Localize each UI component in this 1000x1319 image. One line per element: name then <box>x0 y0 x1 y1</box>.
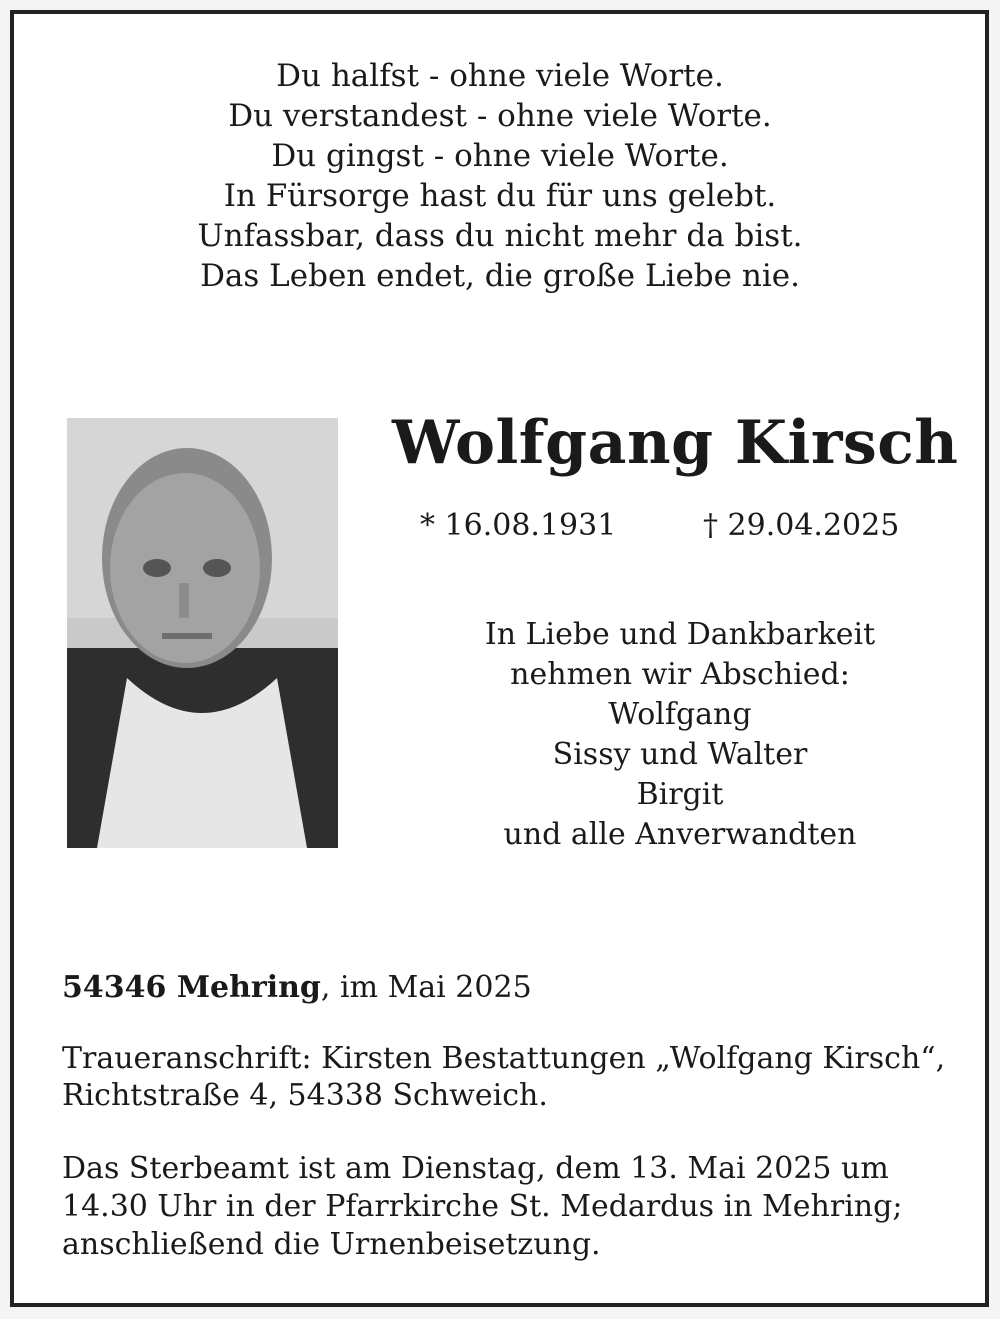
deceased-name: Wolfgang Kirsch <box>392 408 959 478</box>
poem-line: Das Leben endet, die große Liebe nie. <box>200 258 800 294</box>
poem-line: Du gingst - ohne viele Worte. <box>271 138 729 174</box>
service-line: Das Sterbeamt ist am Dienstag, dem 13. Mai 2025 um <box>62 1151 889 1186</box>
poem-line: Du verstandest - ohne viele Worte. <box>228 98 772 134</box>
service-line: 14.30 Uhr in der Pfarrkirche St. Medardus in Mehring; <box>62 1189 903 1224</box>
mourning-address <box>62 1040 962 1114</box>
poem-line: Du halfst - ohne viele Worte. <box>276 58 724 94</box>
family-line: Birgit <box>636 777 724 812</box>
birth-date: * 16.08.1931 <box>420 508 617 543</box>
family-block <box>430 615 930 855</box>
family-line: und alle Anverwandten <box>503 817 857 852</box>
family-line: Sissy und Walter <box>552 737 808 772</box>
poem-line: In Fürsorge hast du für uns gelebt. <box>223 178 777 214</box>
poem-line: Unfassbar, dass du nicht mehr da bist. <box>197 218 803 254</box>
family-line: nehmen wir Abschied: <box>510 657 850 692</box>
portrait-photo <box>67 418 338 848</box>
place-date <box>62 970 532 1005</box>
service-line: anschließend die Urnenbeisetzung. <box>62 1227 601 1262</box>
poem <box>0 56 1000 296</box>
family-line: Wolfgang <box>608 697 752 732</box>
service-info <box>62 1150 962 1264</box>
address-line: Richtstraße 4, 54338 Schweich. <box>62 1078 548 1113</box>
family-line: In Liebe und Dankbarkeit <box>484 617 876 652</box>
place-town: 54346 Mehring <box>62 970 321 1005</box>
place-month: , im Mai 2025 <box>320 970 532 1005</box>
address-line: Traueranschrift: Kirsten Bestattungen „Wolfgang Kirsch“, <box>62 1041 946 1076</box>
death-date: † 29.04.2025 <box>703 508 900 543</box>
